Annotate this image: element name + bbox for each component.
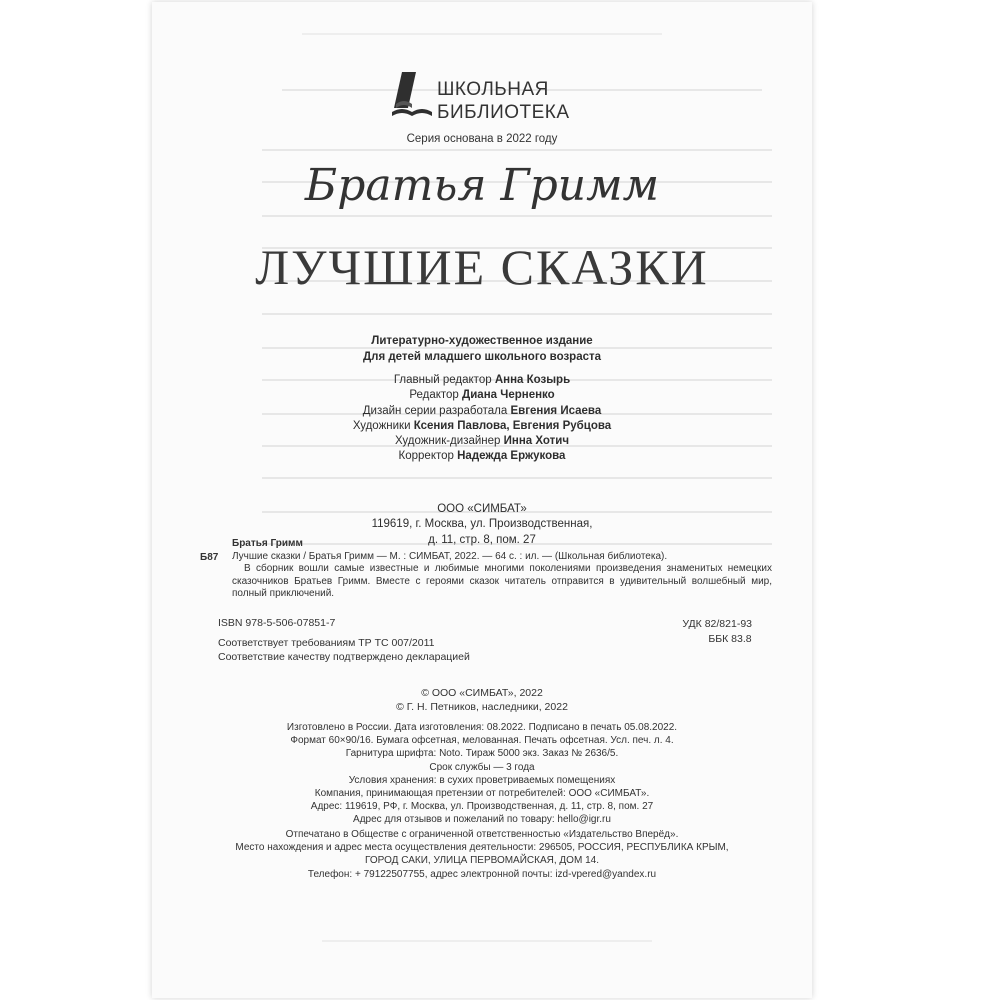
printer-info: [152, 828, 812, 881]
printer-line: Место нахождения и адрес места осуществления деятельности: 296505, РОССИЯ, РЕСПУБЛИКА КРЫМ,: [235, 842, 729, 854]
compliance-line2: Соответствие качеству подтверждено декларацией: [218, 651, 470, 663]
copyright-block: [152, 686, 812, 714]
manufacture-line: Срок службы — 3 года: [429, 761, 535, 773]
manufacture-line: Изготовлено в России. Дата изготовления: 08.2022. Подписано в печать 05.08.2022.: [286, 722, 678, 733]
manufacture-info: [152, 721, 812, 827]
manufacture-line: Формат 60×90/16. Бумага офсетная, мелованная. Печать офсетная. Усл. печ. л. 4.: [290, 735, 674, 747]
audience-line: Для детей младшего школьного возраста: [362, 351, 602, 363]
publisher-address-line2: д. 11, стр. 8, пом. 27: [428, 533, 536, 546]
credit-name: Инна Хотич: [503, 435, 570, 448]
catalog-index: Б87: [200, 552, 219, 563]
manufacture-line: Адрес для отзывов и пожеланий по товару: hello@igr.ru: [353, 814, 611, 826]
catalog-author: Братья Гримм: [232, 538, 303, 549]
series-founded: Серия основана в 2022 году: [406, 133, 558, 145]
catalog-entry: Лучшие сказки / Братья Гримм — М. : СИМБАТ, 2022. — 64 с. : ил. — (Школьная библиотека).: [232, 550, 668, 562]
book-title: ЛУЧШИЕ СКАЗКИ: [255, 239, 709, 295]
credit-role: Дизайн серии разработала: [362, 404, 508, 417]
bbk-code: ББК 83.8: [708, 633, 752, 645]
book-logo-icon: [388, 68, 438, 120]
printer-line: ГОРОД САКИ, УЛИЦА ПЕРВОМАЙСКАЯ, ДОМ 14.: [365, 855, 599, 867]
credit-name: Диана Черненко: [462, 389, 555, 402]
series-name: [437, 78, 570, 124]
credit-role: Главный редактор: [393, 374, 492, 386]
copyright-line2: © Г. Н. Петников, наследники, 2022: [396, 701, 568, 713]
credit-role: Художник-дизайнер: [394, 435, 501, 448]
isbn: ISBN 978-5-506-07851-7: [218, 617, 336, 629]
credit-name: Анна Козырь: [494, 374, 571, 386]
publisher-name: ООО «СИМБАТ»: [437, 503, 527, 515]
printer-line: Отпечатано в Обществе с ограниченной ответственностью «Издательство Вперёд».: [285, 829, 679, 840]
compliance-line1: Соответствует требованиям ТР ТС 007/2011: [218, 637, 435, 649]
credit-series-design: [152, 404, 812, 419]
credit-role: Редактор: [409, 389, 459, 402]
genre-block: [152, 333, 812, 365]
catalog-annotation: В сборник вошли самые известные и любимые многими поколениями произведения знаменитых немецких сказочников Братьев Гримм. Вместе с героями сказок читатель отправится в удивительный волшебный мир, полный приключений.: [232, 563, 772, 599]
series-name-line2: БИБЛИОТЕКА: [437, 102, 570, 123]
credit-designer: [152, 434, 812, 449]
classification: [682, 617, 752, 647]
copyright-line1: © ООО «СИМБАТ», 2022: [421, 687, 543, 699]
manufacture-line: Компания, принимающая претензии от потребителей: ООО «СИМБАТ».: [314, 788, 650, 800]
genre-line: Литературно-художественное издание: [371, 335, 593, 347]
compliance-block: [218, 636, 470, 664]
credit-name: Евгения Исаева: [510, 404, 602, 417]
credit-role: Художники: [352, 419, 411, 432]
credit-chief-editor: [152, 373, 812, 388]
publisher-address-line1: 119619, г. Москва, ул. Производственная,: [371, 518, 593, 531]
credit-illustrators: [152, 419, 812, 434]
credits-list: [152, 373, 812, 465]
credit-editor: [152, 388, 812, 403]
credit-role: Корректор: [398, 450, 454, 463]
series-name-line1: ШКОЛЬНАЯ: [437, 79, 549, 100]
credit-name: Надежда Ержукова: [457, 450, 566, 463]
credit-name: Ксения Павлова, Евгения Рубцова: [413, 419, 612, 432]
printer-line: Телефон: + 79122507755, адрес электронной почты: izd-vpered@yandex.ru: [307, 868, 657, 880]
ornament-bottom: [322, 940, 652, 942]
manufacture-line: Адрес: 119619, РФ, г. Москва, ул. Производственная, д. 11, стр. 8, пом. 27: [310, 801, 654, 813]
manufacture-line: Условия хранения: в сухих проветриваемых помещениях: [348, 774, 616, 786]
book-page: [152, 2, 812, 998]
credit-proofreader: [152, 449, 812, 464]
book-author: Братья Гримм: [304, 160, 660, 211]
manufacture-line: Гарнитура шрифта: Noto. Тираж 5000 экз. Заказ № 2636/5.: [345, 748, 619, 760]
catalog-record: [232, 538, 772, 601]
ornament-top: [302, 33, 662, 35]
udk-code: УДК 82/821-93: [682, 618, 752, 630]
